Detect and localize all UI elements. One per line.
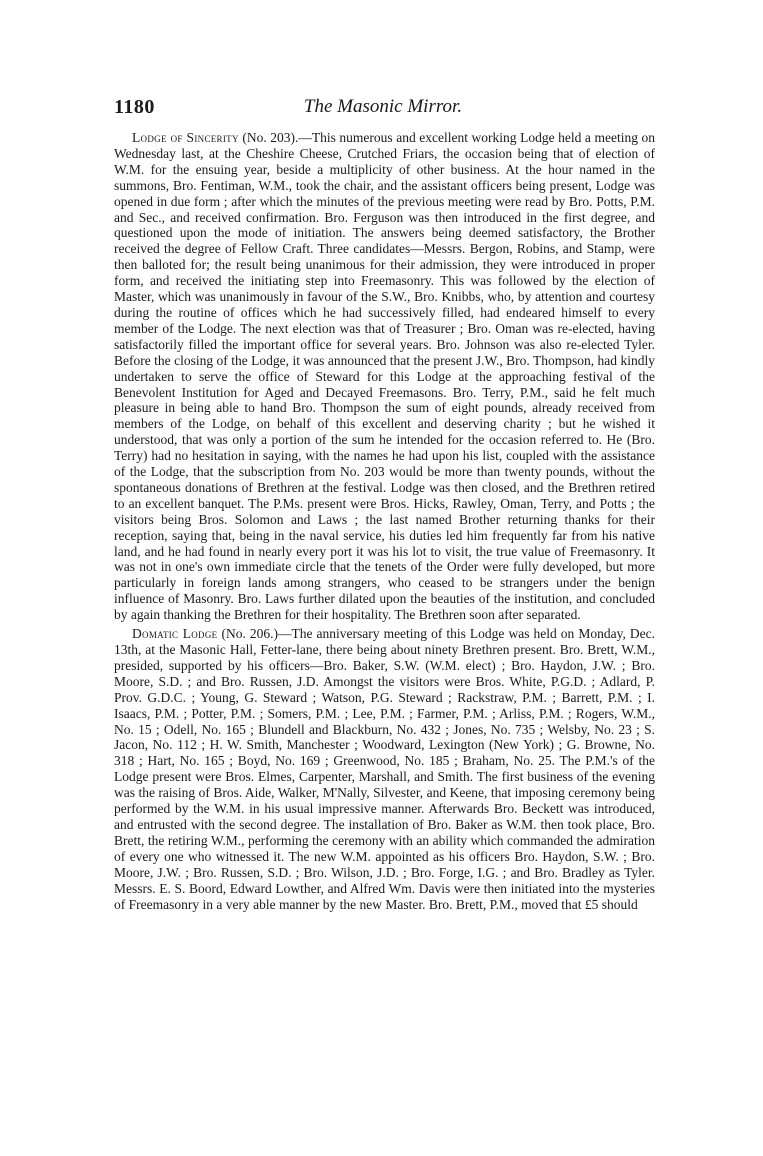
- article-body: [114, 130, 655, 912]
- report-text: (No. 203).—This numerous and excellent working Lodge held a meeting on Wednesday last, at the Cheshire Cheese, Crutched Friars, the occasion being that of election of W.M. for the ensuing year, beside a multiplicity of other business. At the hour named in the summons, Bro. Fentiman, W.M., took the chair, and the assistant officers being present, Lodge was opened in due form ; after which the minutes of the previous meeting were read by Bro. Potts, P.M. and Sec., and received confirmation. Bro. Ferguson was then introduced in the first degree, and questioned upon the mode of initiation. The answers being deemed satisfactory, the Brother received the degree of Fellow Craft. Three candidates—Messrs. Bergon, Robins, and Stamp, were then balloted for; the result being unanimous for their admission, they were introduced in proper form, and received the initiating step into Freemasonry. This was followed by the election of Master, which was unanimously in favour of the S.W., Bro. Knibbs, who, by attention and courtesy during the routine of offices which he had successively filled, had endeared himself to every member of the Lodge. The next election was that of Treasurer ; Bro. Oman was re-elected, having satisfactorily filled the important office for several years. Bro. Johnson was also re-elected Tyler. Before the closing of the Lodge, it was announced that the present J.W., Bro. Thompson, had kindly undertaken to serve the office of Steward for this Lodge at the approaching festival of the Benevolent Institution for Aged and Decayed Freemasons. Bro. Terry, P.M., said he felt much pleasure in being able to hand Bro. Thompson the sum of eight pounds, already received from members of the Lodge, on behalf of this excellent and deserving charity ; but he wished it understood, that was only a portion of the sum he intended for the occasion referred to. He (Bro. Terry) had no hesitation in saying, with the names he had upon his list, coupled with the assistance of the Lodge, that the subscription from No. 203 would be more than twenty pounds, without the spontaneous donations of Brethren at the festival. Lodge was then closed, and the Brethren retired to an excellent banquet. The P.Ms. present were Bros. Hicks, Rawley, Oman, Terry, and Potts ; the visitors being Bros. Solomon and Laws ; the last named Brother returning thanks for their reception, saying that, being in the naval service, his duties led him frequently far from his native land, and he had found in nearly every port it was his lot to visit, the true value of Freemasonry. It was not in one's own immediate circle that the tenets of the Order were fully developed, but more particularly in foreign lands among strangers, who ceased to be strangers under the benign influence of Masonry. Bro. Laws further dilated upon the beauties of the institution, and concluded by again thanking the Brethren for their hospitality. The Brethren soon after separated.: [114, 130, 655, 623]
- page-number: 1180: [114, 96, 155, 118]
- report-text: (No. 206.)—The anniversary meeting of this Lodge was held on Monday, Dec. 13th, at the Masonic Hall, Fetter-lane, there being about ninety Brethren present. Bro. Brett, W.M., presided, supported by his officers—Bro. Baker, S.W. (W.M. elect) ; Bro. Haydon, J.W. ; Bro. Moore, S.D. ; and Bro. Russen, J.D. Amongst the visitors were Bros. White, P.G.D. ; Adlard, P. Prov. G.D.C. ; Young, G. Steward ; Watson, P.G. Steward ; Rackstraw, P.M. ; Barrett, P.M. ; I. Isaacs, P.M. ; Potter, P.M. ; Somers, P.M. ; Lee, P.M. ; Farmer, P.M. ; Arliss, P.M. ; Rogers, W.M., No. 15 ; Odell, No. 165 ; Blundell and Blackburn, No. 432 ; Jones, No. 735 ; Welsby, No. 23 ; S. Jacon, No. 112 ; H. W. Smith, Manchester ; Woodward, Lexington (New York) ; G. Browne, No. 318 ; Hart, No. 165 ; Boyd, No. 169 ; Greenwood, No. 185 ; Braham, No. 25. The P.M.'s of the Lodge present were Bros. Elmes, Carpenter, Marshall, and Smith. The first business of the evening was the raising of Bros. Aide, Walker, M'Nally, Silvester, and Keene, that imposing ceremony being performed by the W.M. in his usual impressive manner. Afterwards Bro. Beckett was introduced, and entrusted with the second degree. The installation of Bro. Baker as W.M. then took place, Bro. Brett, the retiring W.M., performing the ceremony with an ability which commanded the admiration of every one who witnessed it. The new W.M. appointed as his officers Bro. Haydon, S.W. ; Bro. Moore, J.W. ; Bro. Russen, S.D. ; Bro. Wilson, J.D. ; Bro. Forge, I.G. ; and Bro. Bradley as Tyler. Messrs. E. S. Boord, Edward Lowther, and Alfred Wm. Davis were then initiated into the mysteries of Freemasonry in a very able manner by the new Master. Bro. Brett, P.M., moved that £5 should: [114, 626, 655, 912]
- lodge-report-domatic: [114, 626, 655, 912]
- lodge-report-sincerity: [114, 130, 655, 623]
- running-title: The Masonic Mirror.: [303, 96, 463, 117]
- page-header: [114, 96, 652, 120]
- lodge-name: Domatic Lodge: [132, 626, 218, 642]
- lodge-name: Lodge of Sincerity: [132, 130, 239, 145]
